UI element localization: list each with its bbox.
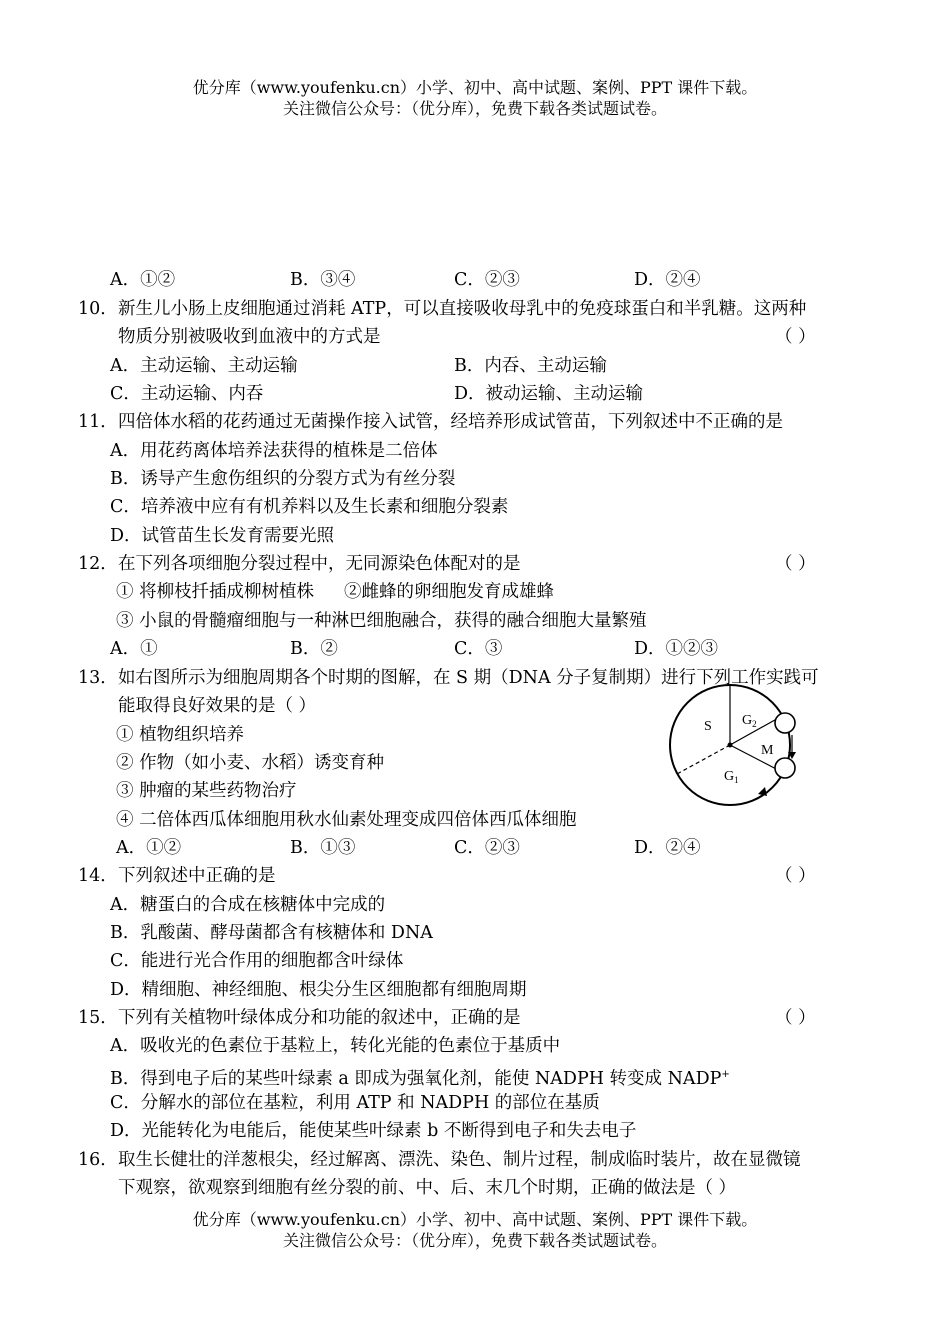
q12-stem: 在下列各项细胞分裂过程中，无同源染色体配对的是 (118, 554, 521, 574)
header-line-1: 优分库（www.youfenku.cn）小学、初中、高中试题、案例、PPT 课件下载。 (192, 78, 758, 97)
q14-option-b: B．乳酸菌、酵母菌都含有核糖体和 DNA (110, 923, 433, 943)
q15-stem: 下列有关植物叶绿体成分和功能的叙述中，正确的是 (118, 1008, 521, 1028)
q13-stem-line-1: 如右图所示为细胞周期各个时期的图解，在 S 期（DNA 分子复制期）进行下列工作实践可 (118, 668, 819, 688)
q12-option-a: A．① (110, 639, 158, 659)
q14-stem: 下列叙述中正确的是 (118, 866, 276, 886)
q12-number: 12． (78, 554, 118, 574)
m-g1-divider (730, 745, 782, 772)
q13-item-4: ④ 二倍体西瓜体细胞用秋水仙素处理变成四倍体西瓜体细胞 (116, 810, 577, 830)
dividing-cell-top (775, 713, 795, 733)
q16-stem-line-1: 取生长健壮的洋葱根尖，经过解离、漂洗、染色、制片过程，制成临时装片，故在显微镜 (118, 1150, 801, 1170)
q9-option-c: C．②③ (454, 270, 520, 290)
cycle-direction-arrow (758, 787, 767, 796)
q12-option-b: B．② (290, 639, 338, 659)
q9-option-b: B．③④ (290, 270, 356, 290)
q15-answer-paren: （ ） (775, 1008, 816, 1028)
header-line-2: 关注微信公众号：（优分库），免费下载各类试题试卷。 (282, 99, 667, 118)
dividing-cell-bottom (775, 758, 795, 778)
q12-item-2: ②雌蜂的卵细胞发育成雄蜂 (344, 582, 554, 602)
q11-option-b: B．诱导产生愈伤组织的分裂方式为有丝分裂 (110, 469, 456, 489)
q13-item-1: ① 植物组织培养 (116, 725, 245, 745)
q13-option-d: D．②④ (634, 838, 701, 858)
q10-option-d: D．被动运输、主动运输 (454, 384, 644, 404)
q15-option-a: A．吸收光的色素位于基粒上，转化光能的色素位于基质中 (110, 1036, 561, 1056)
q16-number: 16． (78, 1150, 118, 1170)
q13-number: 13． (78, 668, 118, 688)
q15-option-c: C．分解水的部位在基粒，利用 ATP 和 NADPH 的部位在基质 (110, 1093, 600, 1113)
q13-option-c: C．②③ (454, 838, 520, 858)
q13-item-3: ③ 肿瘤的某些药物治疗 (116, 781, 297, 801)
q10-option-a: A．主动运输、主动运输 (110, 356, 298, 376)
q12-answer-paren: （ ） (775, 554, 816, 574)
q15-option-b: B．得到电子后的某些叶绿素 a 即成为强氧化剂，能使 NADPH 转变成 NADP+ (110, 1068, 730, 1089)
q11-option-c: C．培养液中应有有机养料以及生长素和细胞分裂素 (110, 497, 509, 517)
q14-answer-paren: （ ） (775, 866, 816, 886)
q13-item-2: ② 作物（如小麦、水稻）诱变育种 (116, 753, 385, 773)
q12-option-c: C．③ (454, 639, 503, 659)
q12-option-d: D．①②③ (634, 639, 719, 659)
q12-item-1: ① 将柳枝扦插成柳树植株 (116, 582, 315, 602)
g2-phase-label: $G_2$ (742, 713, 757, 729)
q10-number: 10． (78, 299, 118, 319)
q10-stem-line-2: 物质分别被吸收到血液中的方式是 (118, 327, 381, 347)
m-phase-label: M (761, 743, 774, 758)
q12-item-3: ③ 小鼠的骨髓瘤细胞与一种淋巴细胞融合，获得的融合细胞大量繁殖 (116, 611, 647, 631)
footer-line-1: 优分库（www.youfenku.cn）小学、初中、高中试题、案例、PPT 课件下载。 (192, 1210, 758, 1229)
q16-stem-line-2: 下观察，欲观察到细胞有丝分裂的前、中、后、末几个时期，正确的做法是（ ） (118, 1178, 737, 1198)
g1-phase-label: $G_1$ (724, 769, 739, 785)
cycle-center-dot (728, 743, 733, 748)
q10-option-b: B．内吞、主动运输 (454, 356, 607, 376)
q11-option-d: D．试管苗生长发育需要光照 (110, 526, 335, 546)
q14-option-c: C．能进行光合作用的细胞都含叶绿体 (110, 951, 404, 971)
q14-option-a: A．糖蛋白的合成在核糖体中完成的 (110, 895, 386, 915)
footer-line-2: 关注微信公众号：（优分库），免费下载各类试题试卷。 (282, 1231, 667, 1250)
q15-number: 15． (78, 1008, 118, 1028)
q11-number: 11． (78, 412, 118, 432)
q10-answer-paren: （ ） (775, 327, 816, 347)
q10-option-c: C．主动运输、内吞 (110, 384, 264, 404)
nadp-superscript: + (721, 1069, 730, 1080)
q11-option-a: A．用花药离体培养法获得的植株是二倍体 (110, 441, 438, 461)
page-footer (0, 1209, 950, 1251)
q13-stem-line-2: 能取得良好效果的是（ ） (118, 696, 317, 716)
page-header (0, 77, 950, 119)
q9-option-d: D．②④ (634, 270, 701, 290)
q15-option-d: D．光能转化为电能后，能使某些叶绿素 b 不断得到电子和失去电子 (110, 1121, 637, 1141)
s-phase-label: S (704, 719, 712, 734)
q14-number: 14． (78, 866, 118, 886)
q13-option-b: B．①③ (290, 838, 356, 858)
q10-stem-line-1: 新生儿小肠上皮细胞通过消耗 ATP，可以直接吸收母乳中的免疫球蛋白和半乳糖。这两种 (118, 299, 807, 319)
q11-stem: 四倍体水稻的花药通过无菌操作接入试管，经培养形成试管苗，下列叙述中不正确的是 (118, 412, 783, 432)
q13-option-a: A．①② (116, 838, 182, 858)
q9-option-a: A．①② (110, 270, 176, 290)
cell-cycle-diagram (668, 680, 803, 810)
q14-option-d: D．精细胞、神经细胞、根尖分生区细胞都有细胞周期 (110, 980, 527, 1000)
g1-s-divider (677, 745, 730, 774)
